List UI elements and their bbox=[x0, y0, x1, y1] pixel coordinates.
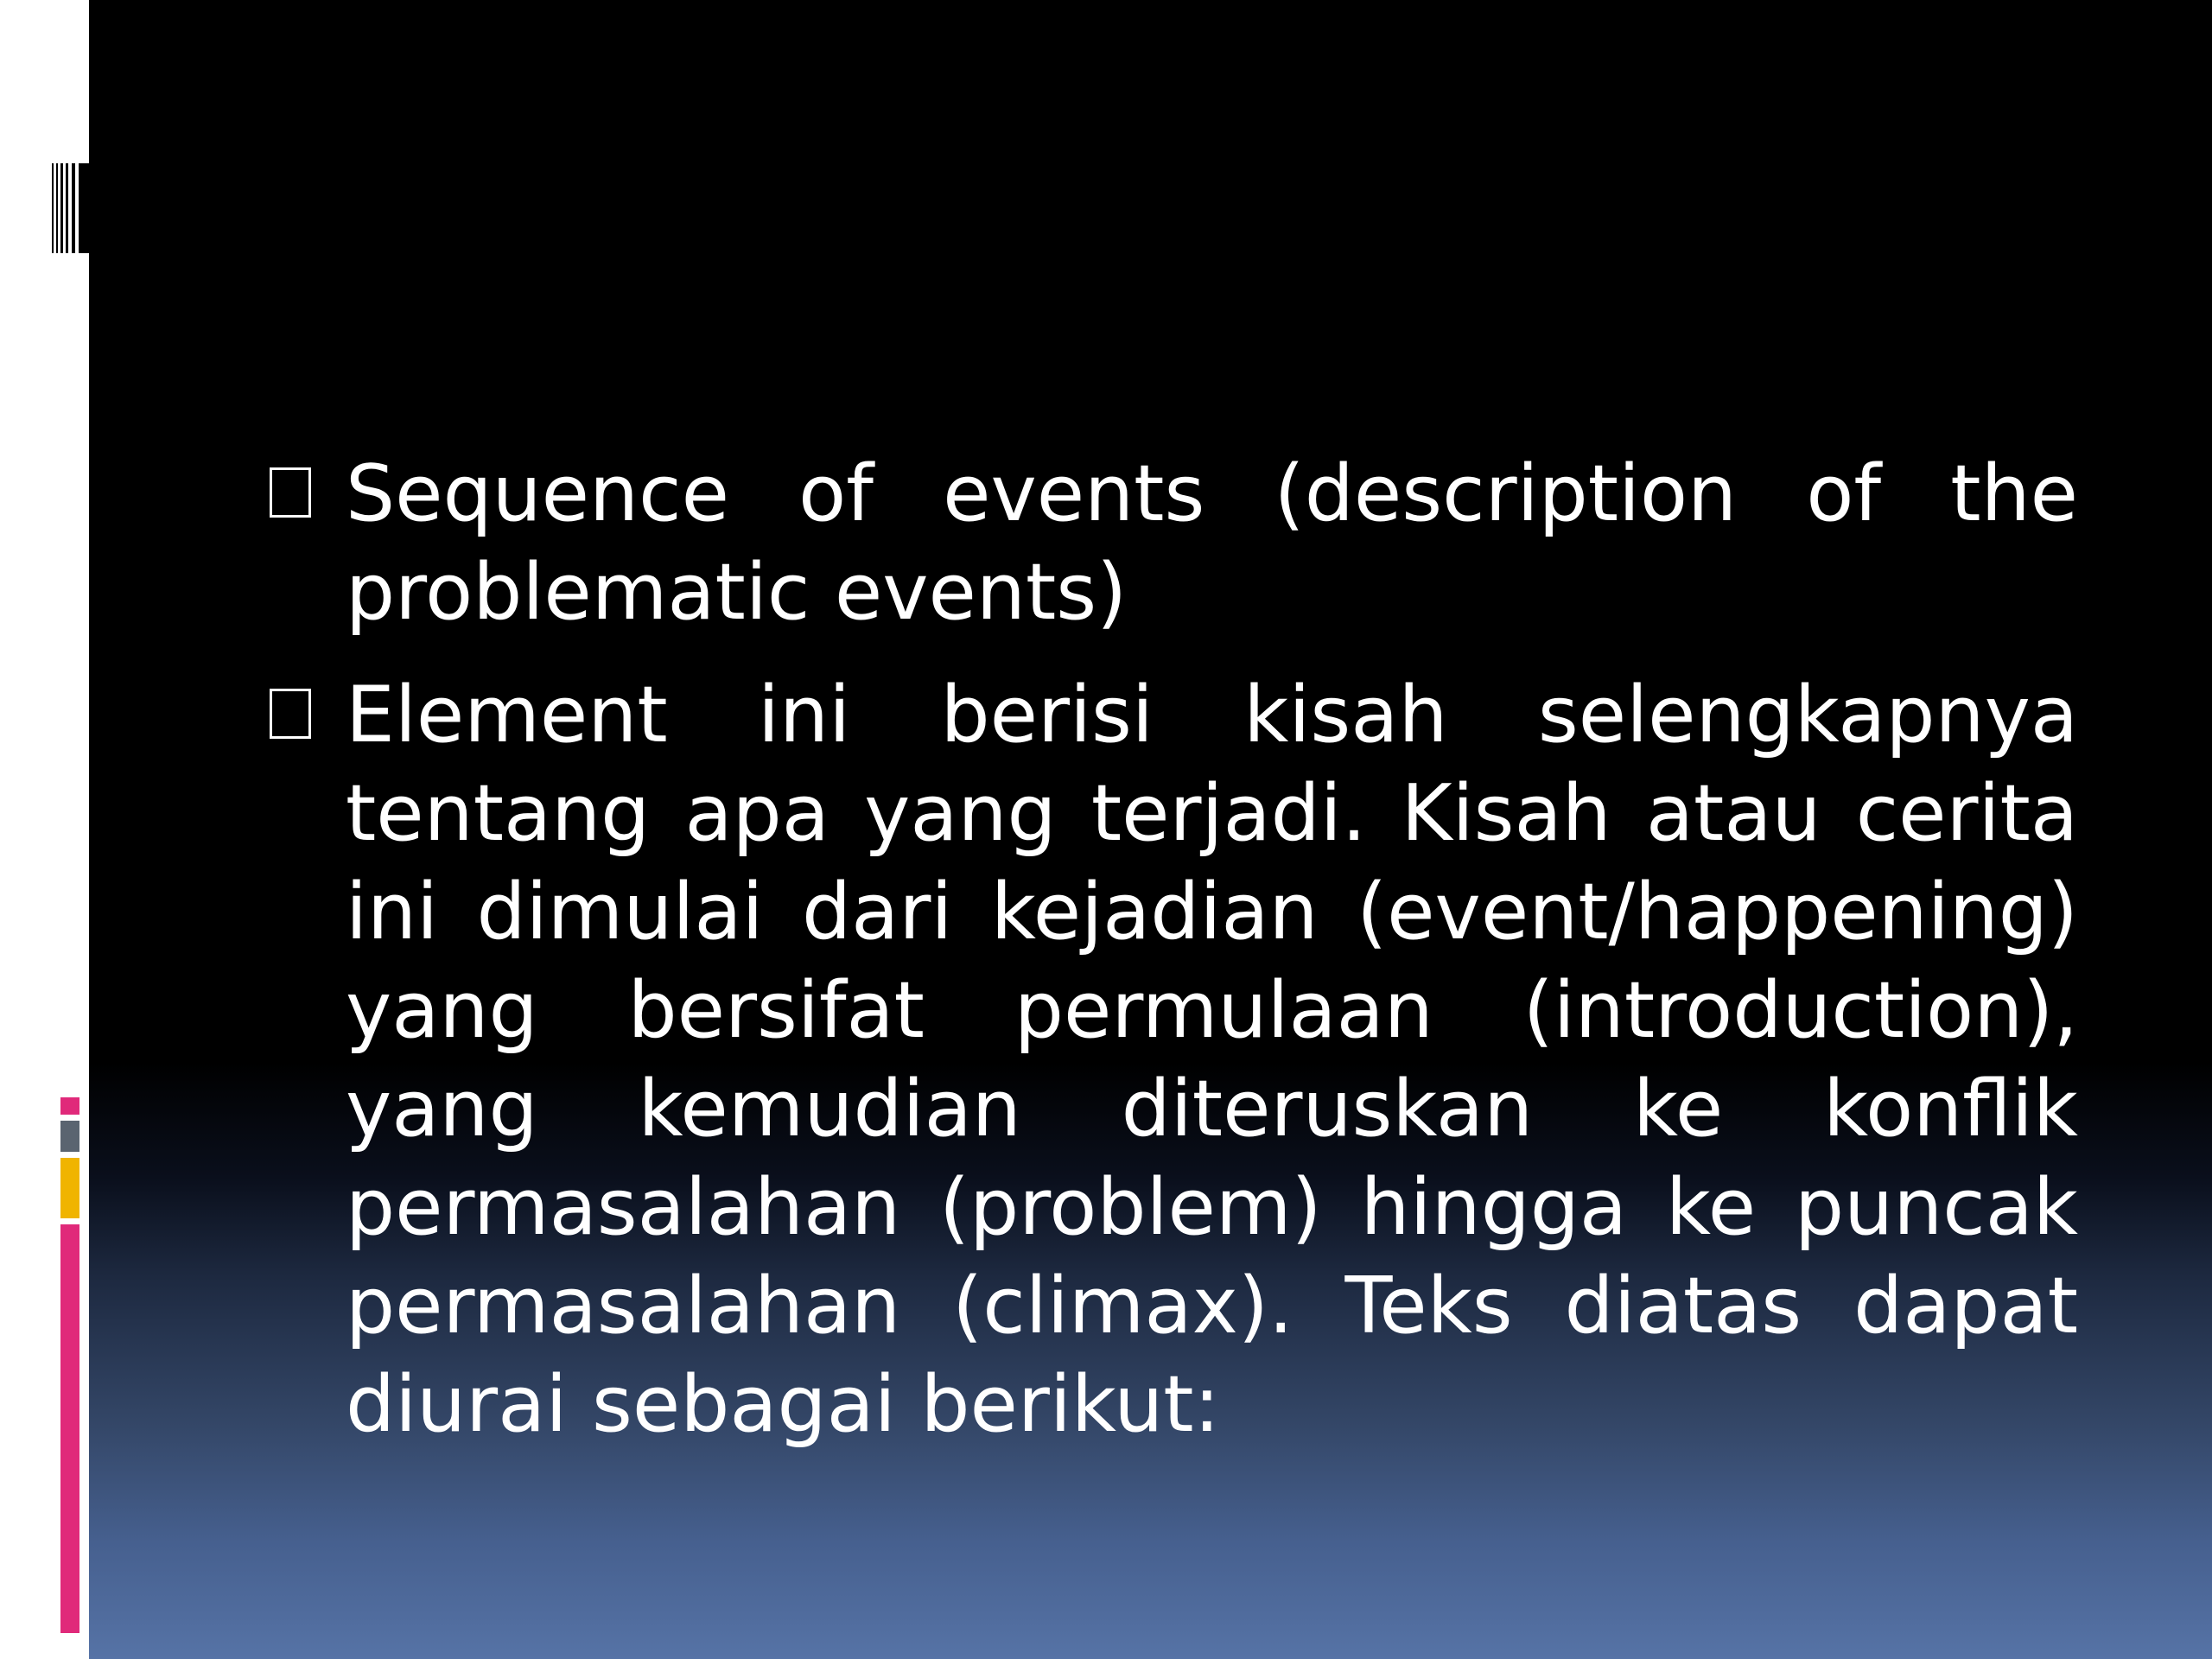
decorative-color-bars bbox=[60, 1097, 79, 1633]
bullet-text: Sequence of events (description of the problematic events) bbox=[346, 448, 2078, 638]
decorative-stripes bbox=[52, 163, 89, 253]
bullet-text: Element ini berisi kisah selengkapnya tentang apa yang terjadi. Kisah atau cerita ini dimulai dari kejadian (event/happening) yang bersifat permulaan (introduction), yang kemudian diteruskan ke konflik permasalahan (problem) hingga ke puncak permasalahan (climax). Teks diatas dapat diurai sebagai berikut: bbox=[346, 670, 2078, 1450]
empty-square-icon bbox=[270, 689, 311, 739]
empty-square-icon bbox=[270, 467, 311, 518]
slide-content bbox=[268, 445, 2078, 1478]
bullet-item bbox=[268, 445, 2078, 642]
bullet-item bbox=[268, 666, 2078, 1454]
